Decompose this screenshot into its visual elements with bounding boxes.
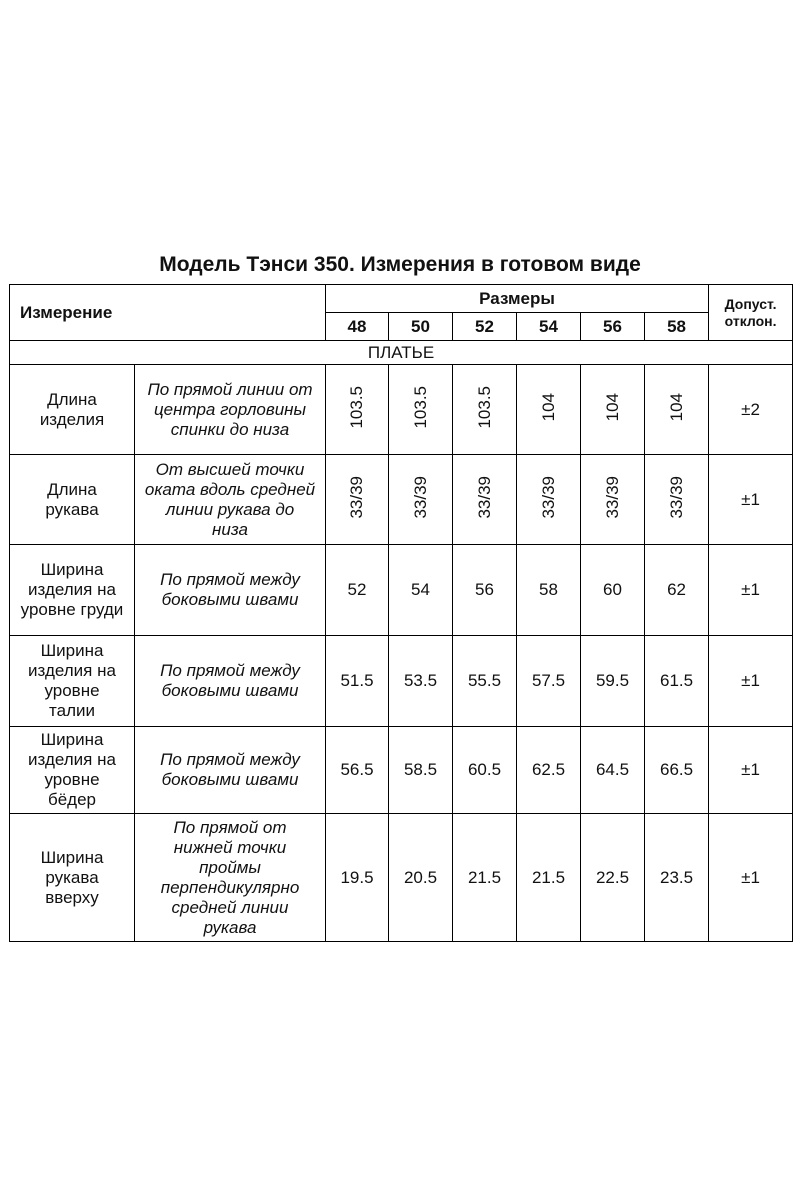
measurement-name	[10, 727, 135, 814]
size-value-cell	[645, 545, 709, 636]
size-value: 23.5	[660, 867, 694, 887]
size-value-cell	[326, 727, 389, 814]
size-value-cell	[517, 545, 581, 636]
tolerance-value: ±1	[709, 545, 793, 636]
size-value-cell	[645, 455, 709, 545]
size-value: 56.5	[340, 760, 374, 779]
measurement-description-line: низа	[212, 519, 248, 539]
size-value: 104	[538, 392, 558, 422]
section-title: ПЛАТЬЕ	[10, 341, 793, 365]
size-value: 62.5	[531, 760, 566, 779]
measurement-description-line: От высшей точки	[155, 459, 305, 479]
size-header: 48	[326, 313, 389, 341]
measurement-description-line: боковыми швами	[161, 681, 299, 700]
measurements-table	[9, 284, 793, 942]
size-value-cell	[389, 727, 453, 814]
measurement-description-line: По прямой между	[160, 661, 300, 680]
size-value-cell	[453, 455, 517, 545]
measurement-name	[10, 814, 135, 942]
size-value-cell	[645, 365, 709, 455]
size-value-cell	[517, 727, 581, 814]
measurement-name	[10, 365, 135, 455]
size-value: 20.5	[403, 867, 438, 887]
size-value-cell	[326, 636, 389, 727]
tolerance-value: ±2	[709, 365, 793, 455]
measurement-name-line: изделия на	[28, 750, 116, 769]
measurement-name-line: талии	[49, 701, 95, 720]
size-value: 33/39	[602, 475, 622, 519]
measurement-name-line: уровне груди	[20, 600, 124, 619]
size-value: 33/39	[410, 475, 430, 519]
size-value-cell	[581, 727, 645, 814]
size-value: 52	[347, 580, 367, 599]
size-value: 33/39	[474, 475, 494, 519]
size-value-cell	[453, 727, 517, 814]
size-header: 54	[517, 313, 581, 341]
measurement-description-line: перпендикулярно	[160, 877, 300, 897]
measurement-name-line: изделия на	[28, 661, 116, 680]
size-value-cell	[581, 365, 645, 455]
measurement-description-line: линии рукава до	[165, 499, 295, 519]
measurement-description	[135, 455, 326, 545]
measurement-name	[10, 636, 135, 727]
size-value: 61.5	[660, 671, 694, 690]
measurement-description-line: По прямой между	[160, 570, 300, 589]
size-value-cell	[581, 814, 645, 942]
size-value: 103.5	[347, 385, 367, 429]
measurement-description-line: центра горловины	[153, 399, 307, 419]
size-header: 58	[645, 313, 709, 341]
size-value: 60.5	[467, 760, 502, 779]
measurement-header-label: Измерение	[20, 302, 113, 322]
measurement-name-line: Ширина	[40, 847, 104, 867]
size-value-cell	[326, 814, 389, 942]
size-value-cell	[389, 636, 453, 727]
size-value-cell	[517, 814, 581, 942]
measurement-name-line: Ширина	[40, 730, 104, 749]
measurement-description-line: боковыми швами	[161, 770, 299, 789]
size-value: 103.5	[474, 385, 494, 429]
measurement-description-line: нижней точки	[173, 837, 287, 857]
tolerance-header-line2: отклон.	[724, 312, 777, 329]
measurement-name-line: Ширина	[40, 560, 104, 579]
tolerance-header	[709, 285, 793, 341]
measurement-name-line: рукава	[45, 867, 99, 887]
tolerance-value: ±1	[709, 814, 793, 942]
measurement-row	[10, 636, 793, 727]
size-value: 56	[475, 580, 494, 599]
size-value: 53.5	[403, 671, 438, 690]
measurement-name	[10, 545, 135, 636]
size-value-cell	[326, 365, 389, 455]
size-value-cell	[453, 636, 517, 727]
measurement-row	[10, 365, 793, 455]
size-value: 57.5	[531, 671, 566, 690]
measurement-row	[10, 455, 793, 545]
measurement-description-line: спинки до низа	[170, 419, 290, 439]
size-value-cell	[389, 814, 453, 942]
measurement-rows	[10, 365, 793, 942]
measurement-description-line: проймы	[199, 857, 261, 877]
size-value: 64.5	[595, 760, 630, 779]
size-value-cell	[645, 636, 709, 727]
size-value-cell	[326, 545, 389, 636]
size-value-cell	[453, 814, 517, 942]
size-header: 52	[453, 313, 517, 341]
size-header: 50	[389, 313, 453, 341]
measurement-name-line: Длина	[47, 389, 97, 409]
size-value-cell	[389, 365, 453, 455]
measurement-name-line: уровне	[44, 681, 100, 700]
measurement-description	[135, 365, 326, 455]
size-value: 51.5	[340, 671, 374, 690]
size-value-cell	[453, 365, 517, 455]
size-value-cell	[453, 545, 517, 636]
tolerance-value: ±1	[709, 455, 793, 545]
measurement-name-line: Длина	[47, 479, 97, 499]
size-value: 55.5	[467, 671, 502, 690]
size-value-cell	[645, 727, 709, 814]
measurement-name	[10, 455, 135, 545]
measurement-description-line: оката вдоль средней	[144, 479, 316, 499]
size-value-cell	[581, 636, 645, 727]
size-value: 104	[602, 392, 622, 422]
size-value-cell	[389, 455, 453, 545]
measurement-row	[10, 814, 793, 942]
tolerance-value: ±1	[709, 636, 793, 727]
measurement-name-line: рукава	[45, 499, 99, 519]
size-value: 19.5	[340, 867, 374, 887]
size-header: 56	[581, 313, 645, 341]
measurement-name-line: вверху	[45, 887, 99, 907]
size-value: 33/39	[666, 475, 686, 519]
size-value: 21.5	[531, 867, 566, 887]
sizes-header: Размеры	[326, 285, 709, 313]
measurement-name-line: Ширина	[40, 641, 104, 660]
tolerance-header-line1: Допуст.	[724, 295, 777, 312]
size-value-cell	[581, 545, 645, 636]
measurement-description-line: боковыми швами	[161, 590, 299, 609]
section-row	[10, 341, 793, 365]
size-value-cell	[326, 455, 389, 545]
measurement-name-line: изделия	[39, 409, 105, 429]
size-value: 33/39	[538, 475, 558, 519]
size-value: 103.5	[410, 385, 430, 429]
size-value: 58	[539, 580, 558, 599]
header-row	[10, 285, 793, 313]
measurement-row	[10, 545, 793, 636]
size-value: 22.5	[595, 867, 630, 887]
measurement-description	[135, 814, 326, 942]
measurement-description-line: средней линии	[171, 897, 289, 917]
measurement-name-line: бёдер	[47, 790, 97, 809]
size-value-cell	[389, 545, 453, 636]
size-value: 59.5	[595, 671, 630, 690]
measurement-name-line: уровне	[44, 770, 100, 789]
size-value-cell	[517, 636, 581, 727]
size-value: 21.5	[467, 867, 502, 887]
size-value: 104	[666, 392, 686, 422]
measurement-header	[10, 285, 326, 341]
size-value-cell	[581, 455, 645, 545]
page-title: Модель Тэнси 350. Измерения в готовом виде	[159, 253, 641, 276]
size-value: 54	[411, 580, 430, 599]
size-value: 33/39	[347, 475, 367, 519]
tolerance-value: ±1	[709, 727, 793, 814]
size-value: 58.5	[403, 760, 438, 779]
measurement-name-line: изделия на	[28, 580, 116, 599]
measurement-description-line: По прямой линии от	[147, 379, 313, 399]
measurement-description	[135, 545, 326, 636]
size-value: 62	[667, 580, 686, 599]
measurement-description	[135, 636, 326, 727]
size-value: 60	[603, 580, 622, 599]
measurement-description-line: рукава	[203, 917, 257, 937]
measurement-row	[10, 727, 793, 814]
size-value-cell	[645, 814, 709, 942]
measurement-description	[135, 727, 326, 814]
measurement-description-line: По прямой между	[160, 750, 300, 769]
size-value-cell	[517, 365, 581, 455]
measurement-description-line: По прямой от	[173, 817, 287, 837]
size-value: 66.5	[660, 760, 694, 779]
size-value-cell	[517, 455, 581, 545]
